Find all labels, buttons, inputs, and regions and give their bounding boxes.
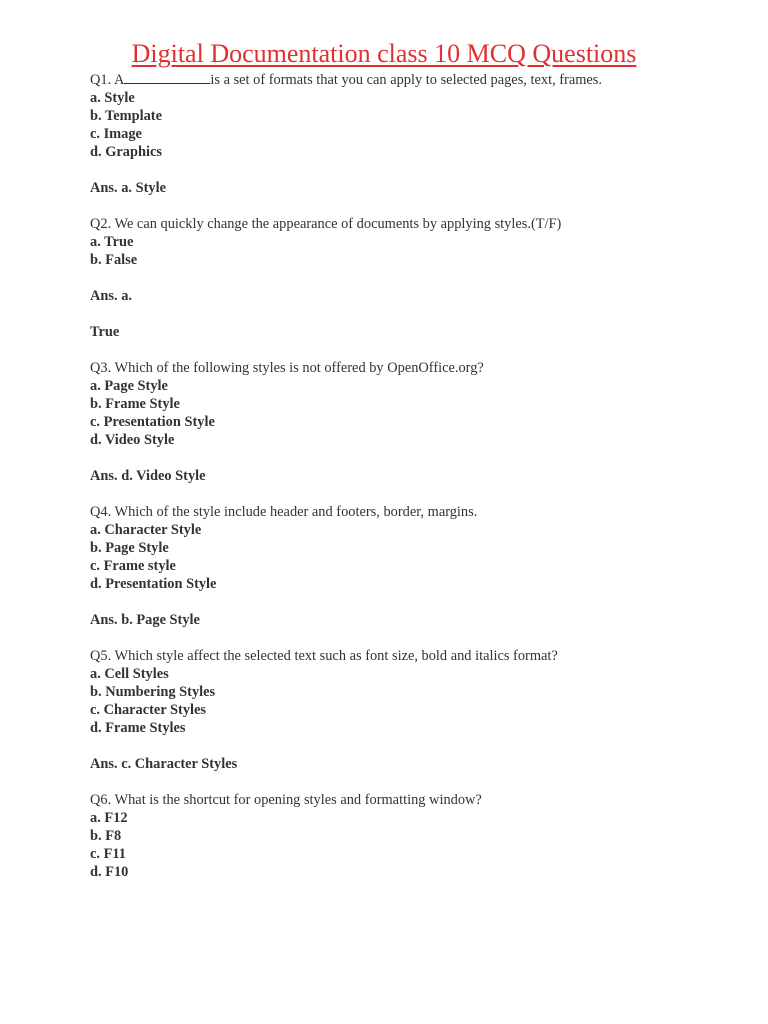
question-4: [90, 503, 710, 647]
question-prefix: Q1. A: [90, 72, 125, 88]
option-a: a. Style: [90, 90, 135, 106]
option-a: a. Cell Styles: [90, 666, 169, 682]
question-3: [90, 359, 710, 503]
option-b: b. Page Style: [90, 540, 169, 556]
question-text: [90, 70, 710, 89]
answer-extra: True: [90, 324, 120, 340]
option-c: c. Presentation Style: [90, 414, 215, 430]
answer: Ans. a.: [90, 288, 132, 304]
question-text: Q6. What is the shortcut for opening styles and formatting window?: [90, 792, 482, 808]
option-d: d. Graphics: [90, 144, 162, 160]
option-b: b. False: [90, 252, 138, 268]
option-c: c. Frame style: [90, 558, 176, 574]
option-a: a. Character Style: [90, 522, 202, 538]
fill-in-blank: [124, 70, 210, 84]
question-1: [90, 70, 710, 215]
answer: Ans. b. Page Style: [90, 612, 200, 628]
question-text: Q2. We can quickly change the appearance of documents by applying styles.(T/F): [90, 216, 562, 232]
option-b: b. F8: [90, 828, 122, 844]
answer: Ans. c. Character Styles: [90, 756, 238, 772]
option-c: c. Image: [90, 126, 142, 142]
option-a: a. True: [90, 234, 134, 250]
answer: Ans. d. Video Style: [90, 468, 206, 484]
question-2: [90, 215, 710, 359]
question-list: [90, 70, 710, 881]
question-6: [90, 791, 710, 881]
option-a: a. F12: [90, 810, 128, 826]
answer: Ans. a. Style: [90, 180, 166, 196]
question-text: Q4. Which of the style include header and footers, border, margins.: [90, 504, 478, 520]
option-d: d. Frame Styles: [90, 720, 186, 736]
page-title: Digital Documentation class 10 MCQ Questions: [131, 39, 637, 68]
option-d: d. Presentation Style: [90, 576, 217, 592]
option-c: c. F11: [90, 846, 126, 862]
question-suffix: is a set of formats that you can apply to selected pages, text, frames.: [210, 72, 603, 88]
question-text: Q3. Which of the following styles is not offered by OpenOffice.org?: [90, 360, 484, 376]
question-text: Q5. Which style affect the selected text such as font size, bold and italics format?: [90, 648, 558, 664]
option-c: c. Character Styles: [90, 702, 207, 718]
option-b: b. Frame Style: [90, 396, 180, 412]
option-d: d. Video Style: [90, 432, 175, 448]
option-b: b. Template: [90, 108, 162, 124]
question-5: [90, 647, 710, 791]
option-a: a. Page Style: [90, 378, 168, 394]
option-d: d. F10: [90, 864, 129, 880]
option-b: b. Numbering Styles: [90, 684, 216, 700]
